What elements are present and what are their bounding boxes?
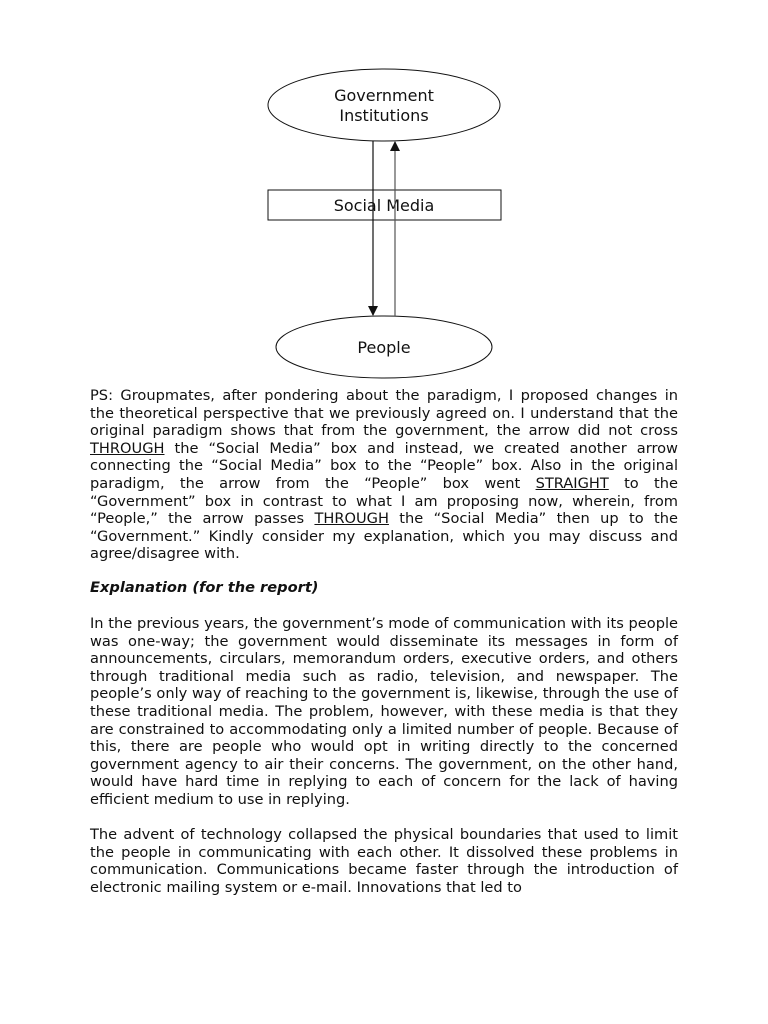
ps-underline-through-1: THROUGH <box>90 439 165 457</box>
explanation-heading: Explanation (for the report) <box>90 579 319 596</box>
social-media-label: Social Media <box>333 196 435 215</box>
paradigm-diagram <box>0 0 768 385</box>
people-label: People <box>357 338 411 357</box>
explanation-paragraph-1: In the previous years, the government’s mode of communication with its people was one-way; the government would disseminate its messages in form of announcements, circulars, memorandum orders, executive orders, and others through traditional media such as radio, television, and newspaper. The people’s only way of reaching to the government is, likewise, through the use of these traditional media. The problem, however, with these media is that they are constrained to accommodating only a limited number of people. Because of this, there are people who would opt in writing directly to the concerned government agency to air their concerns. The government, on the other hand, would have hard time in replying to each of concern for the lack of having efficient medium to use in replying. <box>90 615 678 808</box>
ps-paragraph <box>90 387 678 563</box>
ps-text-2: the “Social Media” box and instead, we created another arrow connecting the “Social Media” box to the “People” box. Also in the original paradigm, the arrow from the “People” box went <box>90 439 678 492</box>
ps-text-4: the “Social Media” then up to the “Government.” Kindly consider my explanation, which you may discuss and agree/disagree with. <box>90 510 678 563</box>
explanation-paragraph-2: The advent of technology collapsed the physical boundaries that used to limit the people in communicating with each other. It dissolved these problems in communication. Communications became faster through the introduction of electronic mailing system or e-mail. Innovations that led to <box>90 826 678 896</box>
government-institutions-label-line2: Institutions <box>339 106 429 125</box>
ps-text-1: PS: Groupmates, after pondering about the paradigm, I proposed changes in the theoretical perspective that we previously agreed on. I understand that the original paradigm shows that from the government, the arrow did not cross <box>90 387 678 440</box>
ps-underline-through-2: THROUGH <box>314 510 389 528</box>
government-institutions-node <box>268 69 500 141</box>
ps-text-3: to the “Government” box in contrast to what I am proposing now, wherein, from “People,” the arrow passes <box>90 474 678 528</box>
government-institutions-label-line1: Government <box>334 86 434 105</box>
ps-underline-straight: STRAIGHT <box>535 474 609 492</box>
